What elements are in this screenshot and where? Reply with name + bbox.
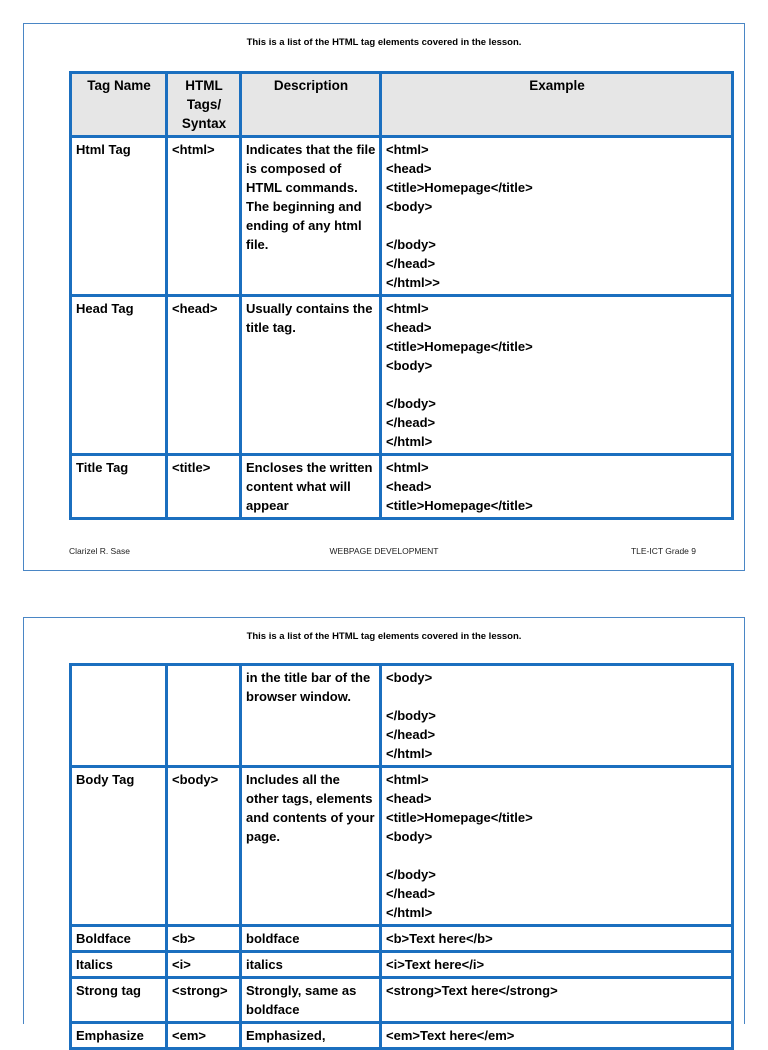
syntax-cell: <strong> (167, 978, 241, 1023)
syntax-cell: <html> (167, 137, 241, 296)
tag-name-cell: Html Tag (71, 137, 167, 296)
description-cell: Encloses the written content what will appear (241, 455, 381, 519)
example-cell: <html> <head> <title>Homepage</title> <body> </body> </head> </html> (381, 767, 733, 926)
example-cell: <html> <head> <title>Homepage</title> <body> </body> </head> </html>> (381, 137, 733, 296)
table-row (71, 137, 733, 296)
footer-grade: TLE-ICT Grade 9 (630, 546, 696, 556)
table-row (71, 296, 733, 455)
syntax-cell: <head> (167, 296, 241, 455)
html-tags-table (69, 71, 734, 520)
tag-name-cell: Strong tag (71, 978, 167, 1023)
example-cell: <em>Text here</em> (381, 1023, 733, 1049)
table-row (71, 926, 733, 952)
syntax-cell: <i> (167, 952, 241, 978)
table-row (71, 952, 733, 978)
tag-name-cell: Italics (71, 952, 167, 978)
tag-name-cell (71, 665, 167, 767)
document-page-1 (23, 23, 745, 571)
table-row (71, 978, 733, 1023)
description-cell: Includes all the other tags, elements and contents of your page. (241, 767, 381, 926)
header-syntax: HTML Tags/ Syntax (167, 73, 241, 137)
description-cell: Usually contains the title tag. (241, 296, 381, 455)
footer-subject: WEBPAGE DEVELOPMENT (329, 546, 439, 556)
html-tags-table-continued (69, 663, 734, 1050)
table-row (71, 767, 733, 926)
example-cell: <body> </body> </head> </html> (381, 665, 733, 767)
page-caption: This is a list of the HTML tag elements covered in the lesson. (246, 37, 522, 48)
syntax-cell (167, 665, 241, 767)
syntax-cell: <b> (167, 926, 241, 952)
page-caption: This is a list of the HTML tag elements covered in the lesson. (246, 631, 522, 642)
header-description: Description (241, 73, 381, 137)
document-page-2 (23, 617, 745, 1043)
tag-name-cell: Emphasize (71, 1023, 167, 1049)
example-cell: <strong>Text here</strong> (381, 978, 733, 1023)
tag-name-cell: Title Tag (71, 455, 167, 519)
description-cell: Emphasized, (241, 1023, 381, 1049)
example-cell: <b>Text here</b> (381, 926, 733, 952)
tag-name-cell: Boldface (71, 926, 167, 952)
description-cell: Strongly, same as boldface (241, 978, 381, 1023)
description-cell: italics (241, 952, 381, 978)
table-header-row (71, 73, 733, 137)
header-tag-name: Tag Name (71, 73, 167, 137)
description-cell: Indicates that the file is composed of HTML commands. The beginning and ending of any html file. (241, 137, 381, 296)
syntax-cell: <em> (167, 1023, 241, 1049)
header-example: Example (381, 73, 733, 137)
table-row (71, 455, 733, 519)
table-row (71, 1023, 733, 1049)
table-row (71, 665, 733, 767)
example-cell: <html> <head> <title>Homepage</title> <body> </body> </head> </html> (381, 296, 733, 455)
syntax-cell: <body> (167, 767, 241, 926)
example-cell: <i>Text here</i> (381, 952, 733, 978)
tag-name-cell: Body Tag (71, 767, 167, 926)
tag-name-cell: Head Tag (71, 296, 167, 455)
footer-author: Clarizel R. Sase (69, 546, 130, 556)
example-cell: <html> <head> <title>Homepage</title> (381, 455, 733, 519)
syntax-cell: <title> (167, 455, 241, 519)
description-cell: in the title bar of the browser window. (241, 665, 381, 767)
description-cell: boldface (241, 926, 381, 952)
